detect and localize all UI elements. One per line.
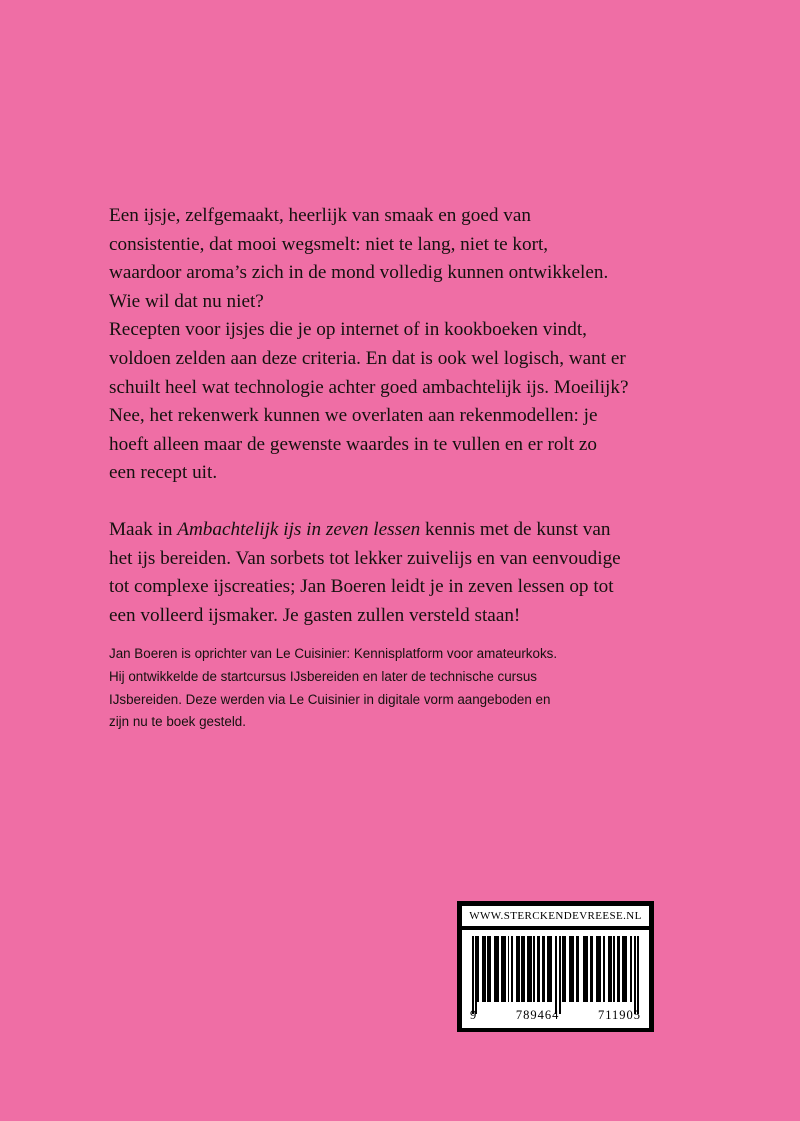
- barcode-digit-group-1: 789464: [515, 1008, 560, 1022]
- bio-line: IJsbereiden. Deze werden via Le Cuisinier in digitale vorm aangeboden en: [109, 691, 551, 707]
- blurb-line: consistentie, dat mooi wegsmelt: niet te lang, niet te kort,: [109, 233, 549, 255]
- blurb-line: Een ijsje, zelfgemaakt, heerlijk van smaak en goed van: [109, 205, 531, 226]
- blurb-line-with-title: [109, 516, 669, 545]
- bio-line: Hij ontwikkelde de startcursus IJsbereiden en later de technische cursus: [109, 668, 537, 684]
- blurb-line: waardoor aroma’s zich in de mond volledig kunnen ontwikkelen.: [109, 262, 609, 284]
- blurb-line: het ijs bereiden. Van sorbets tot lekker zuivelijs en van eenvoudige: [109, 547, 621, 569]
- blurb-line-suffix: kennis met de kunst van: [420, 518, 611, 540]
- blurb-line: hoeft alleen maar de gewenste waardes in te vullen en er rolt zo: [109, 433, 597, 455]
- bio-line: zijn nu te boek gesteld.: [109, 714, 246, 730]
- bio-line: Jan Boeren is oprichter van Le Cuisinier: Kennisplatform voor amateurkoks.: [109, 646, 558, 661]
- publisher-website-label: WWW.STERCKENDEVREESE.NL: [462, 906, 649, 926]
- author-bio: [109, 643, 654, 734]
- barcode-block: [457, 901, 654, 1032]
- blurb-line: Nee, het rekenwerk kunnen we overlaten aan rekenmodellen: je: [109, 405, 598, 427]
- book-title-italic: Ambachtelijk ijs in zeven lessen: [177, 518, 421, 540]
- barcode-area: [462, 930, 649, 1028]
- blurb-line: een volleerd ijsmaker. Je gasten zullen versteld staan!: [109, 604, 521, 626]
- barcode-digits: [468, 1008, 643, 1023]
- barcode-digit-group-2: 711905: [597, 1008, 641, 1022]
- paragraph-spacer: [109, 488, 669, 516]
- blurb-line: een recept uit.: [109, 462, 218, 484]
- barcode-bars: [472, 936, 639, 1002]
- blurb-line: schuilt heel wat technologie achter goed ambachtelijk ijs. Moeilijk?: [109, 376, 629, 398]
- blurb-line: tot complexe ijscreaties; Jan Boeren leidt je in zeven lessen op tot: [109, 576, 614, 598]
- blurb-line: voldoen zelden aan deze criteria. En dat is ook wel logisch, want er: [109, 347, 626, 369]
- blurb-line: Recepten voor ijsjes die je op internet of in kookboeken vindt,: [109, 319, 587, 341]
- blurb-line: Wie wil dat nu niet?: [109, 290, 264, 312]
- blurb-line-prefix: Maak in: [109, 518, 178, 540]
- barcode-digit-prefix: 9: [470, 1008, 478, 1022]
- blurb-text: [109, 202, 669, 630]
